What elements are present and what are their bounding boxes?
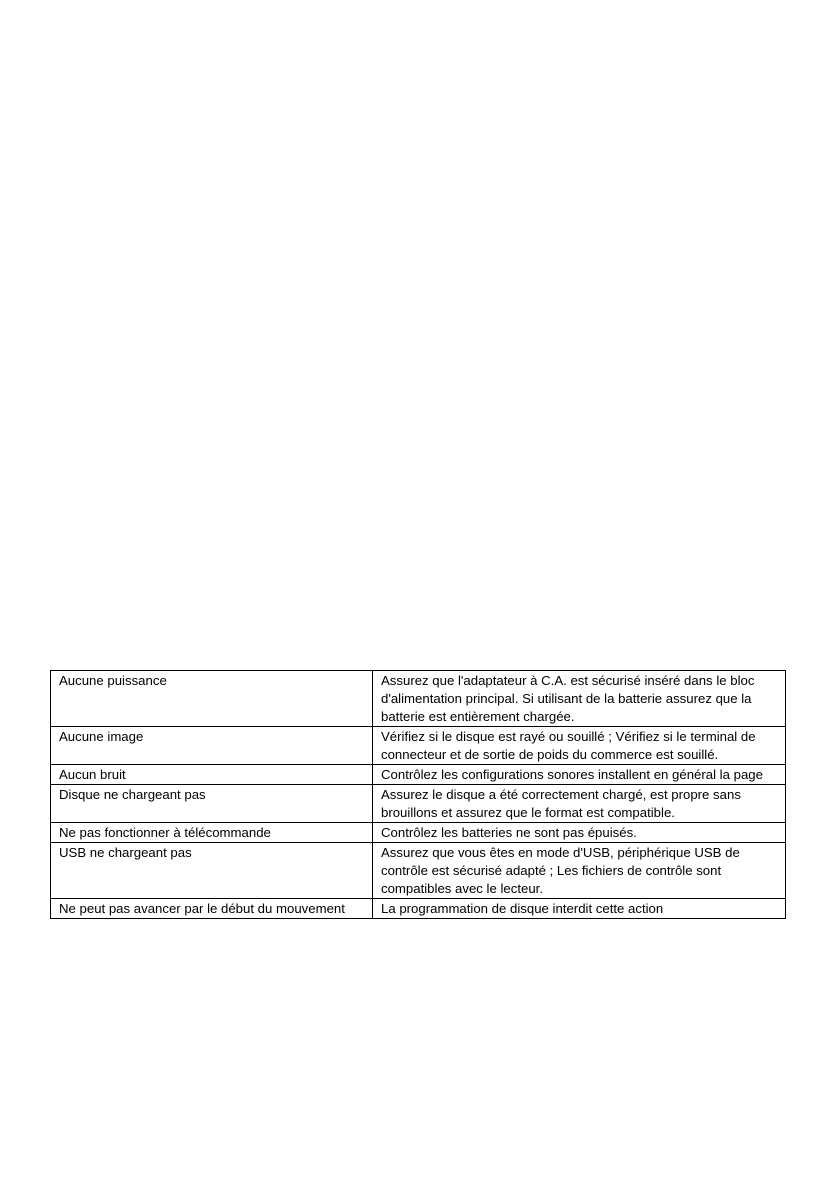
solution-cell: Vérifiez si le disque est rayé ou souillé ; Vérifiez si le terminal de connecteur et de sortie de poids du commerce est souillé. [373, 727, 786, 765]
table-row [51, 899, 786, 919]
problem-cell: Aucun bruit [51, 765, 373, 785]
problem-cell: USB ne chargeant pas [51, 843, 373, 899]
table-row [51, 843, 786, 899]
solution-cell: Assurez que l'adaptateur à C.A. est sécurisé inséré dans le bloc d'alimentation principal. Si utilisant de la batterie assurez que la batterie est entièrement chargée. [373, 671, 786, 727]
table-row [51, 823, 786, 843]
problem-cell: Ne pas fonctionner à télécommande [51, 823, 373, 843]
problem-cell: Aucune image [51, 727, 373, 765]
table-row [51, 785, 786, 823]
solution-cell: Assurez que vous êtes en mode d'USB, périphérique USB de contrôle est sécurisé adapté ; Les fichiers de contrôle sont compatibles avec le lecteur. [373, 843, 786, 899]
problem-cell: Ne peut pas avancer par le début du mouvement [51, 899, 373, 919]
table-row [51, 671, 786, 727]
table-row [51, 727, 786, 765]
problem-cell: Disque ne chargeant pas [51, 785, 373, 823]
solution-cell: La programmation de disque interdit cette action [373, 899, 786, 919]
solution-cell: Contrôlez les configurations sonores installent en général la page [373, 765, 786, 785]
solution-cell: Contrôlez les batteries ne sont pas épuisés. [373, 823, 786, 843]
problem-cell: Aucune puissance [51, 671, 373, 727]
troubleshooting-table [50, 670, 786, 919]
solution-cell: Assurez le disque a été correctement chargé, est propre sans brouillons et assurez que le format est compatible. [373, 785, 786, 823]
table-row [51, 765, 786, 785]
